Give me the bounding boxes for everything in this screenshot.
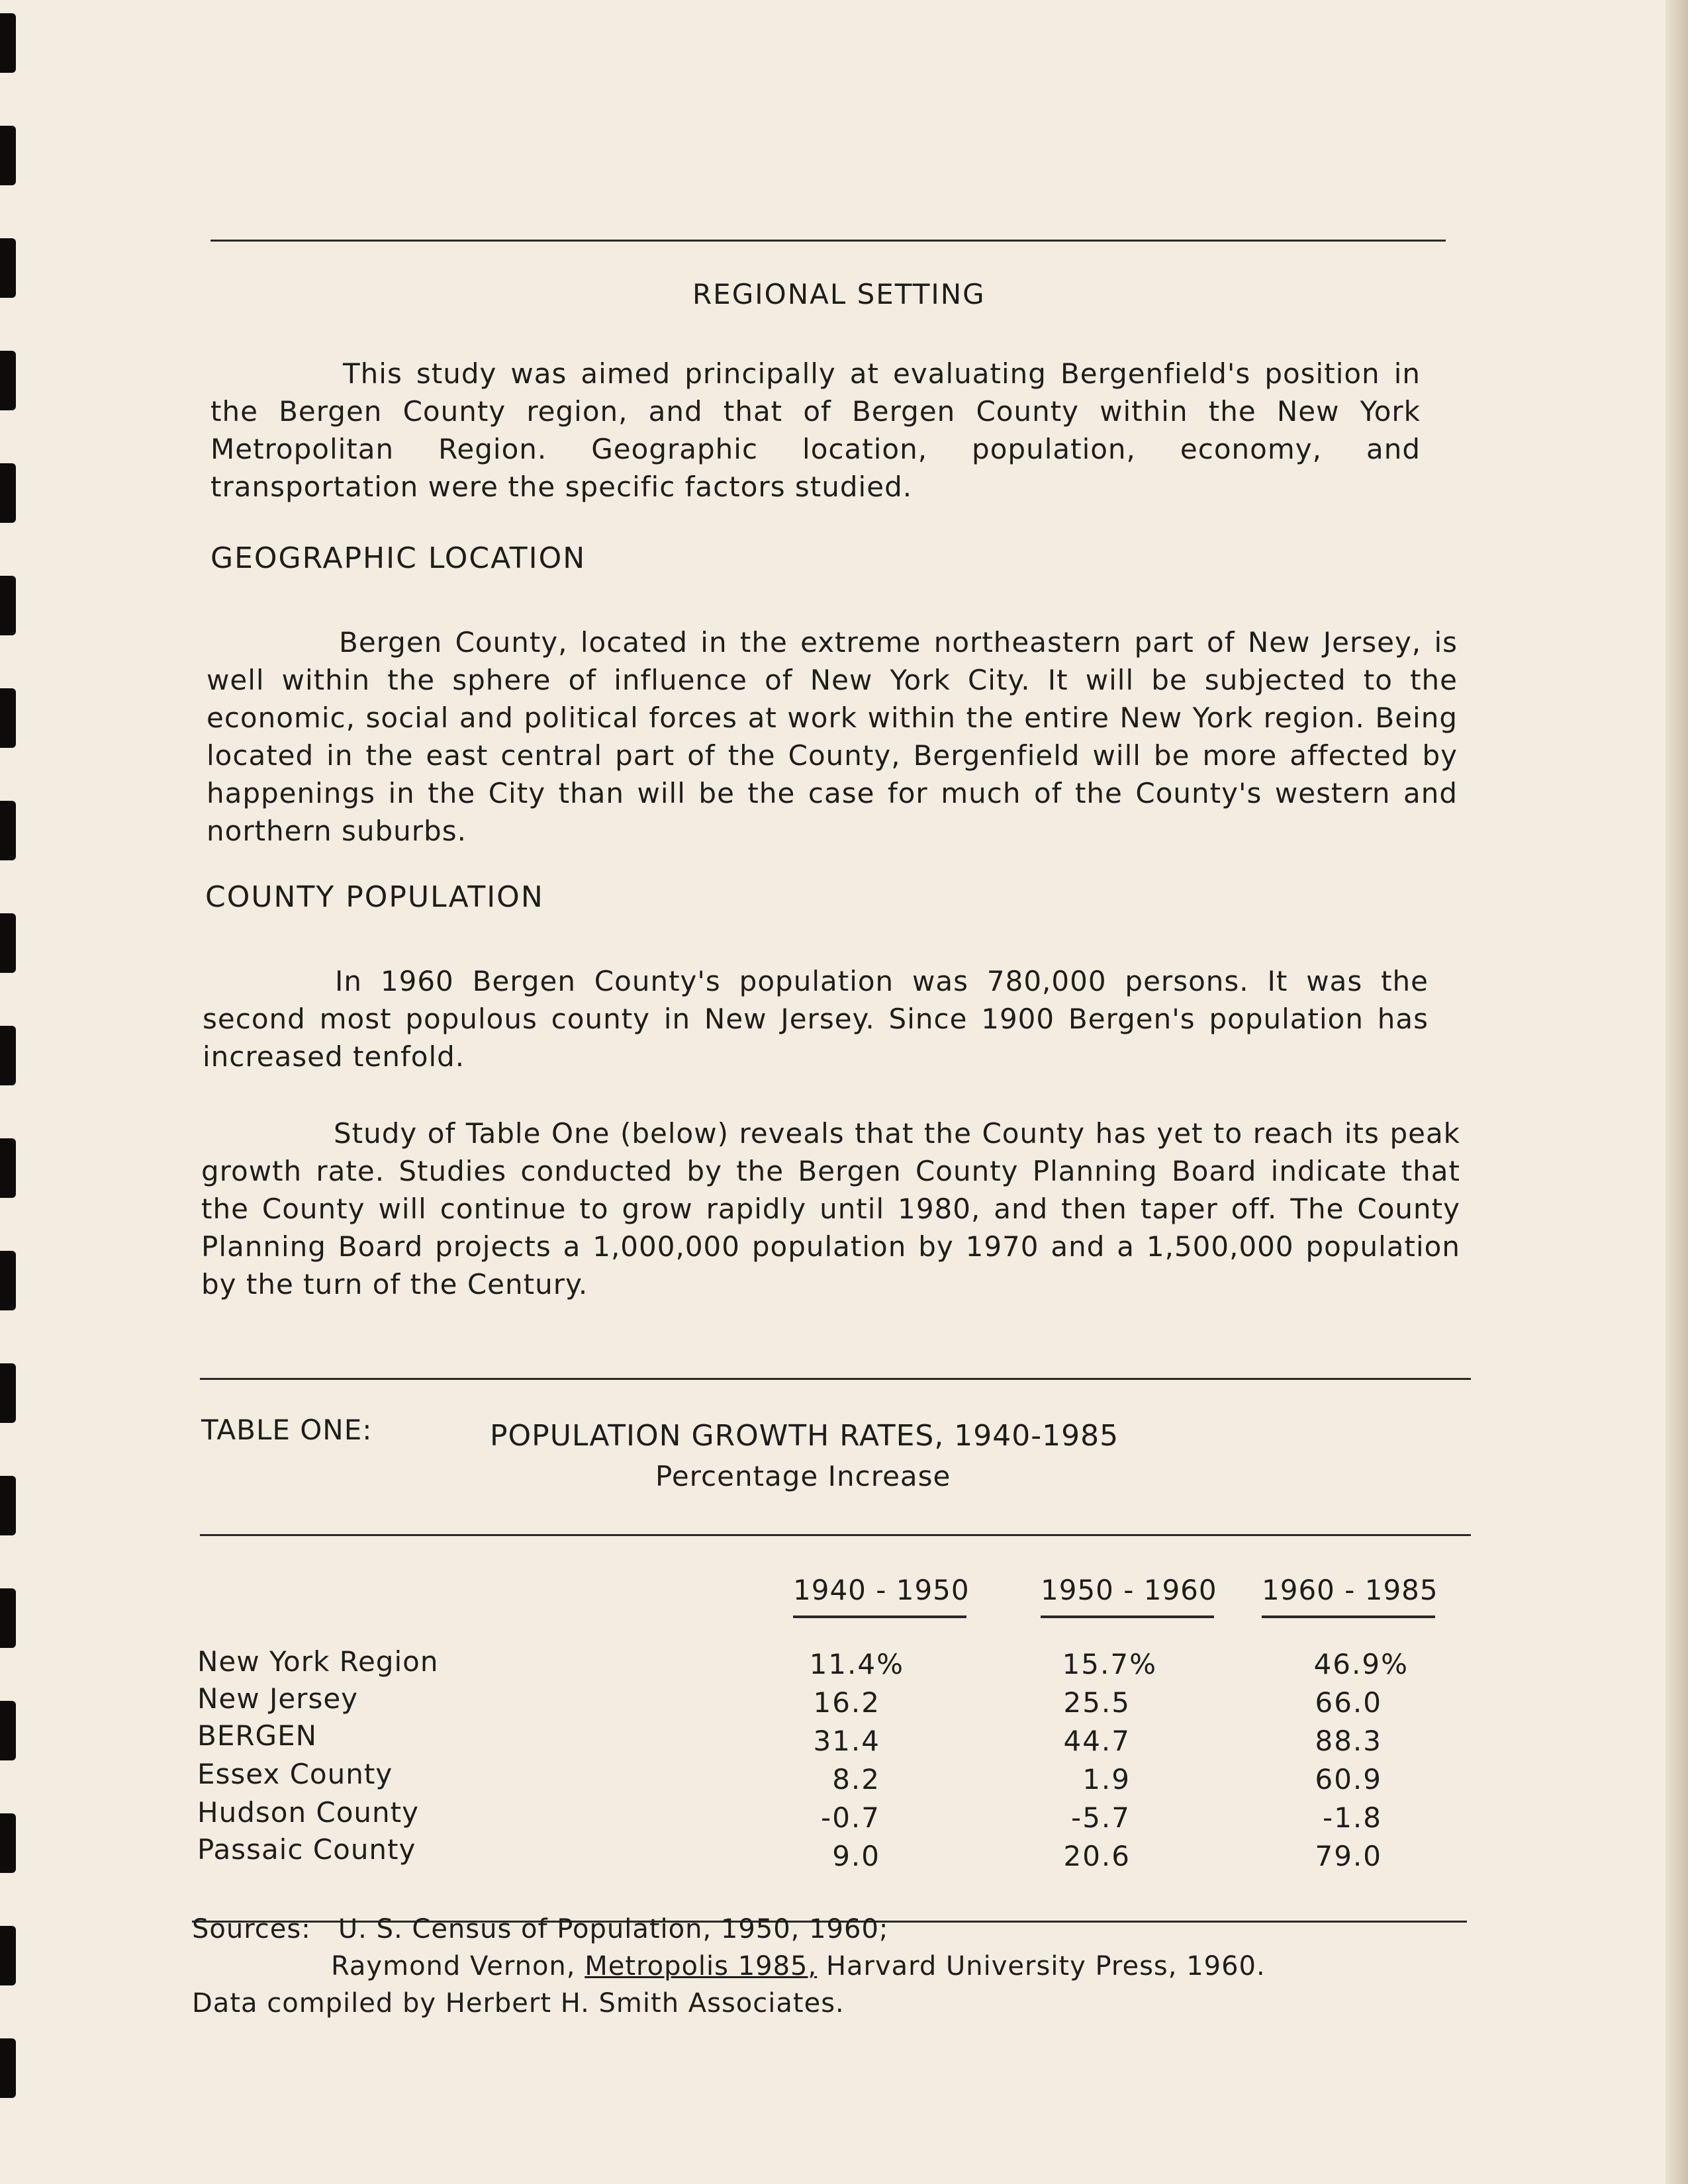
row-label: Passaic County — [197, 1833, 416, 1866]
row-label: New York Region — [197, 1645, 439, 1678]
cell-1960-1985: 60.9 — [1315, 1763, 1382, 1796]
binding-hole — [0, 688, 16, 748]
column-header-1950-1960: 1950 - 1960 — [1041, 1574, 1214, 1618]
table-title: POPULATION GROWTH RATES, 1940-1985 — [490, 1419, 1119, 1453]
cell-1940-1950: -0.7 — [821, 1801, 880, 1834]
binding-hole — [0, 1476, 16, 1535]
cell-1950-1960: -5.7 — [1071, 1801, 1131, 1834]
page-heading: REGIONAL SETTING — [692, 278, 986, 310]
binding-hole — [0, 1588, 16, 1648]
cell-1960-1985: 79.0 — [1315, 1840, 1382, 1872]
binding-hole — [0, 13, 16, 73]
intro-paragraph: This study was aimed principally at evaluating Bergenfield's position in the Bergen County region, and that of Bergen County within the New York Metropolitan Region. Geographic location, population, economy, and transportation were the specific factors studied. — [211, 357, 1421, 503]
cell-1960-1985: 46.9% — [1313, 1648, 1409, 1680]
cell-1940-1950: 9.0 — [832, 1840, 880, 1872]
row-label: Hudson County — [197, 1796, 419, 1829]
table-header-rule — [200, 1534, 1471, 1536]
page-edge — [1665, 0, 1688, 2184]
geographic-location-paragraph: Bergen County, located in the extreme northeastern part of New Jersey, is well within the sphere of influence of New York City. It will be subjected to the economic, social and political forces at work within the entire New York region. Being located in the east central part of the County, Bergenfield will be more affected by happenings in the City than will be the case for much of the County's western and northern suburbs. — [207, 626, 1458, 847]
binding-hole — [0, 463, 16, 523]
cell-1950-1960: 20.6 — [1063, 1840, 1131, 1872]
table-label: TABLE ONE: — [201, 1414, 373, 1446]
row-label: New Jersey — [197, 1682, 359, 1715]
cell-1940-1950: 16.2 — [813, 1686, 880, 1719]
binding-hole — [0, 1701, 16, 1760]
binding-hole — [0, 238, 16, 298]
column-header-1940-1950: 1940 - 1950 — [793, 1574, 966, 1618]
sources-census: U. S. Census of Population, 1950, 1960; — [338, 1914, 889, 1944]
cell-1950-1960: 1.9 — [1082, 1763, 1131, 1796]
cell-1940-1950: 8.2 — [832, 1763, 880, 1796]
row-label: BERGEN — [197, 1719, 318, 1752]
binding-hole — [0, 801, 16, 860]
cell-1960-1985: -1.8 — [1323, 1801, 1382, 1834]
binding-hole — [0, 576, 16, 635]
sources-line-2 — [331, 1951, 1266, 1981]
sources-line-3: Data compiled by Herbert H. Smith Associates. — [192, 1988, 845, 2019]
binding-hole — [0, 913, 16, 973]
section-title-geographic-location: GEOGRAPHIC LOCATION — [211, 541, 586, 575]
table-top-rule — [200, 1378, 1471, 1380]
binding-hole — [0, 1926, 16, 1985]
binding-hole — [0, 1813, 16, 1873]
cell-1950-1960: 25.5 — [1063, 1686, 1131, 1719]
binding-hole — [0, 351, 16, 410]
cell-1960-1985: 66.0 — [1315, 1686, 1382, 1719]
county-population-paragraph-1: In 1960 Bergen County's population was 780,000 persons. It was the second most populous county in New Jersey. Since 1900 Bergen's population has increased tenfold. — [203, 965, 1429, 1073]
sources-author: Raymond Vernon, — [331, 1951, 576, 1981]
cell-1940-1950: 11.4% — [809, 1648, 904, 1680]
cell-1960-1985: 88.3 — [1315, 1725, 1382, 1757]
section-title-county-population: COUNTY POPULATION — [205, 880, 544, 914]
sources-label: Sources: — [192, 1914, 311, 1944]
binding-hole — [0, 1026, 16, 1085]
table-subtitle: Percentage Increase — [655, 1460, 951, 1492]
binding-hole — [0, 1251, 16, 1310]
sources-publisher: Harvard University Press, 1960. — [825, 1951, 1266, 1981]
cell-1950-1960: 15.7% — [1062, 1648, 1157, 1680]
row-label: Essex County — [197, 1758, 393, 1790]
top-rule — [211, 240, 1446, 242]
county-population-paragraph-2: Study of Table One (below) reveals that the County has yet to reach its peak growth rate. Studies conducted by the Bergen County Planning Board indicate that the County will continue to grow rapidly until 1980, and then taper off. The County Planning Board projects a 1,000,000 population by 1970 and a 1,500,000 population by the turn of the Century. — [201, 1117, 1460, 1300]
binding-hole — [0, 1138, 16, 1198]
binding-hole — [0, 2038, 16, 2098]
sources-line-1 — [192, 1914, 888, 1944]
binding-hole — [0, 126, 16, 185]
cell-1940-1950: 31.4 — [813, 1725, 880, 1757]
column-header-1960-1985: 1960 - 1985 — [1262, 1574, 1435, 1618]
cell-1950-1960: 44.7 — [1063, 1725, 1131, 1757]
binding-hole — [0, 1363, 16, 1423]
sources-book-title: Metropolis 1985, — [585, 1951, 818, 1981]
